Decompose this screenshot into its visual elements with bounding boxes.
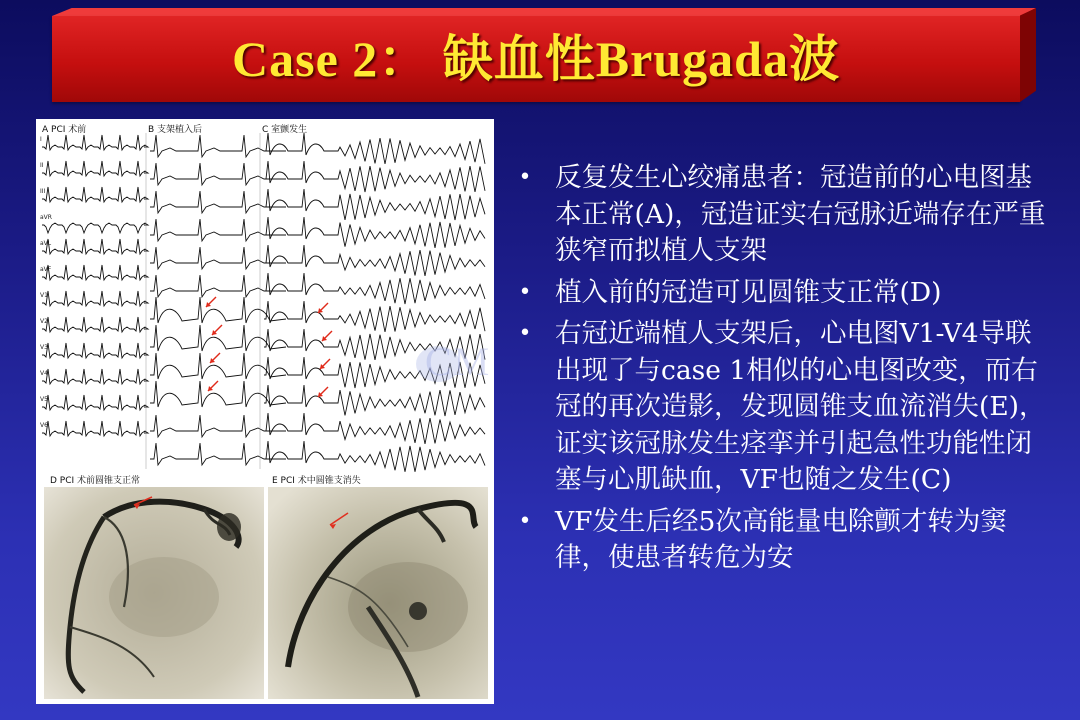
ecg-trace-a bbox=[42, 317, 148, 332]
ecg-trace-c bbox=[264, 217, 485, 248]
bullet-marker: • bbox=[518, 508, 532, 534]
ecg-trace-a bbox=[42, 291, 148, 306]
angiogram-d-image bbox=[44, 487, 264, 699]
ecg-trace-b bbox=[150, 191, 286, 213]
ecg-trace-c bbox=[264, 301, 485, 332]
title-banner-top bbox=[52, 8, 1036, 16]
ecg-trace-b bbox=[150, 247, 286, 269]
ecg-trace-a bbox=[42, 369, 148, 384]
bullet-text: 反复发生心绞痛患者：冠造前的心电图基本正常(A)，冠造证实右冠脉近端存在严重狭窄而拟植人支架 bbox=[555, 162, 1046, 266]
panel-a-label: A PCI 术前 bbox=[42, 125, 87, 135]
bullet-text: 右冠近端植人支架后，心电图V1-V4导联出现了与case 1相似的心电图改变，而右冠的再次造影，发现圆锥支血流消失(E)，证实该冠脉发生痉挛并引起急性功能性闭塞与心肌缺血，VF也随之发生(C) bbox=[555, 318, 1046, 495]
ecg-tracings bbox=[36, 119, 494, 479]
bullet-marker: • bbox=[518, 279, 532, 305]
lead-label: V5 bbox=[40, 396, 48, 403]
lead-label: V6 bbox=[40, 422, 48, 429]
bullet-marker: • bbox=[518, 165, 532, 190]
ecg-trace-c bbox=[264, 273, 485, 304]
panel-d-label: D PCI 术前圆锥支正常 bbox=[50, 476, 141, 486]
title-banner-side bbox=[1020, 8, 1036, 102]
lead-label: V3 bbox=[40, 344, 48, 351]
bullet-marker: • bbox=[518, 321, 532, 346]
lead-label: I bbox=[40, 136, 42, 143]
ecg-trace-a bbox=[42, 239, 148, 254]
ecg-angiography-figure bbox=[36, 119, 494, 704]
ecg-trace-b bbox=[150, 135, 286, 157]
ecg-trace-c bbox=[264, 133, 485, 164]
bullet-text: VF发生后经5次高能量电除颤才转为窦律，使患者转危为安 bbox=[555, 505, 1007, 573]
ecg-trace-b bbox=[150, 275, 286, 297]
ecg-trace-a bbox=[42, 421, 148, 436]
ecg-trace-c bbox=[264, 385, 485, 416]
ecg-trace-a bbox=[42, 395, 148, 410]
ecg-trace-a bbox=[42, 161, 148, 176]
ecg-trace-a bbox=[42, 135, 148, 150]
bullet-item bbox=[515, 160, 1055, 270]
ecg-trace-c bbox=[264, 245, 485, 276]
ecg-trace-b bbox=[150, 443, 286, 465]
lead-label: II bbox=[40, 162, 44, 169]
bullet-item bbox=[515, 275, 1055, 312]
panel-c-label: C 室颤发生 bbox=[262, 125, 308, 135]
bullet-item bbox=[515, 316, 1055, 499]
ecg-trace-c bbox=[264, 441, 485, 472]
lead-label: aVL bbox=[40, 240, 52, 247]
bullet-item bbox=[515, 504, 1055, 577]
lead-label: III bbox=[40, 188, 46, 195]
panel-b-label: B 支架植入后 bbox=[148, 125, 203, 135]
ecg-trace-c bbox=[264, 161, 485, 192]
ecg-trace-b bbox=[150, 219, 286, 241]
ecg-trace-b bbox=[150, 415, 286, 437]
ecg-trace-a bbox=[42, 223, 148, 233]
angiogram-e-image bbox=[268, 487, 488, 699]
ecg-trace-a bbox=[42, 265, 148, 280]
ecg-trace-a bbox=[42, 343, 148, 358]
lead-label: V2 bbox=[40, 318, 48, 325]
bullet-list bbox=[515, 160, 1055, 582]
lead-label: aVR bbox=[40, 214, 52, 221]
lead-label: V1 bbox=[40, 292, 48, 299]
ecg-trace-c bbox=[264, 413, 485, 444]
panel-e-label: E PCI 术中圆锥支消失 bbox=[272, 476, 361, 486]
lead-label: aVF bbox=[40, 266, 52, 273]
watermark-text: CM bbox=[425, 339, 492, 384]
lead-label: V4 bbox=[40, 370, 48, 377]
ecg-trace-a bbox=[42, 187, 148, 202]
ecg-trace-b bbox=[150, 163, 286, 185]
slide-title: Case 2： 缺血性Brugada波 bbox=[232, 31, 840, 87]
bullet-text: 植入前的冠造可见圆锥支正常(D) bbox=[555, 276, 942, 308]
ecg-trace-c bbox=[264, 189, 485, 220]
